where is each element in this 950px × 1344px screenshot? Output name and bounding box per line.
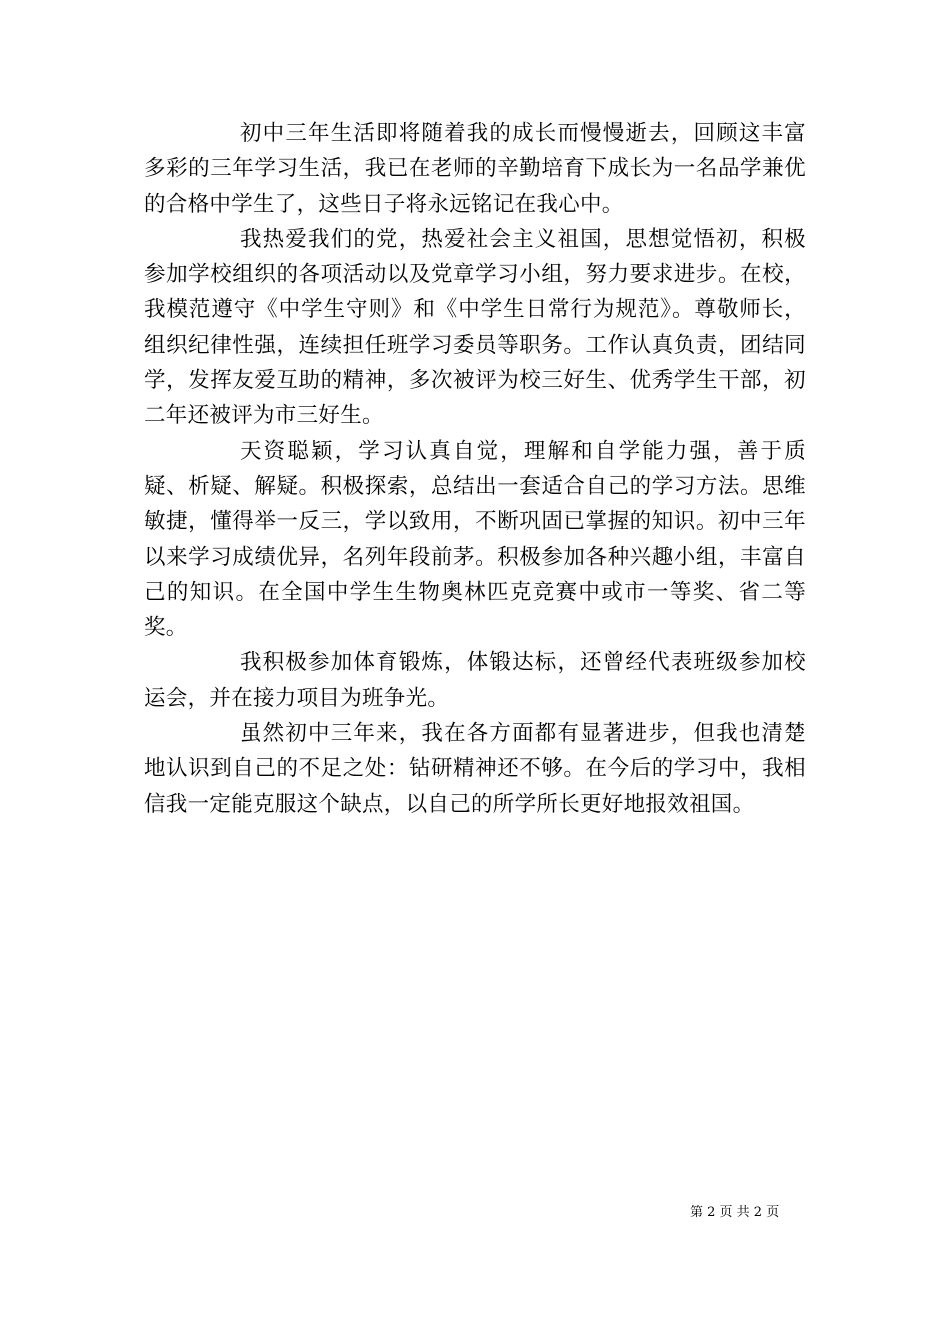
page-number-footer: 第 2 页 共 2 页 (690, 1205, 780, 1220)
paragraph-4: 我积极参加体育锻炼，体锻达标，还曾经代表班级参加校运会，并在接力项目为班争光。 (144, 650, 806, 711)
paragraph-2: 我热爱我们的党，热爱社会主义祖国，思想觉悟初，积极参加学校组织的各项活动以及党章学习小组，努力要求进步。在校，我模范遵守《中学生守则》和《中学生日常行为规范》。尊敬师长，组织纪律性强，连续担任班学习委员等职务。工作认真负责，团结同学，发挥友爱互助的精神，多次被评为校三好生、优秀学生干部，初二年还被评为市三好生。 (144, 226, 806, 429)
paragraph-5: 虽然初中三年来，我在各方面都有显著进步，但我也清楚地认识到自己的不足之处：钻研精神还不够。在今后的学习中，我相信我一定能克服这个缺点，以自己的所学所长更好地报效祖国。 (144, 721, 806, 817)
paragraph-1: 初中三年生活即将随着我的成长而慢慢逝去，回顾这丰富多彩的三年学习生活，我已在老师的辛勤培育下成长为一名品学兼优的合格中学生了，这些日子将永远铭记在我心中。 (144, 121, 806, 217)
document-body (144, 116, 806, 822)
paragraph-3: 天资聪颖，学习认真自觉，理解和自学能力强，善于质疑、析疑、解疑。积极探索，总结出一套适合自己的学习方法。思维敏捷，懂得举一反三，学以致用，不断巩固已掌握的知识。初中三年以来学习成绩优异，名列年段前茅。积极参加各种兴趣小组，丰富自己的知识。在全国中学生生物奥林匹克竞赛中或市一等奖、省二等奖。 (144, 438, 806, 641)
